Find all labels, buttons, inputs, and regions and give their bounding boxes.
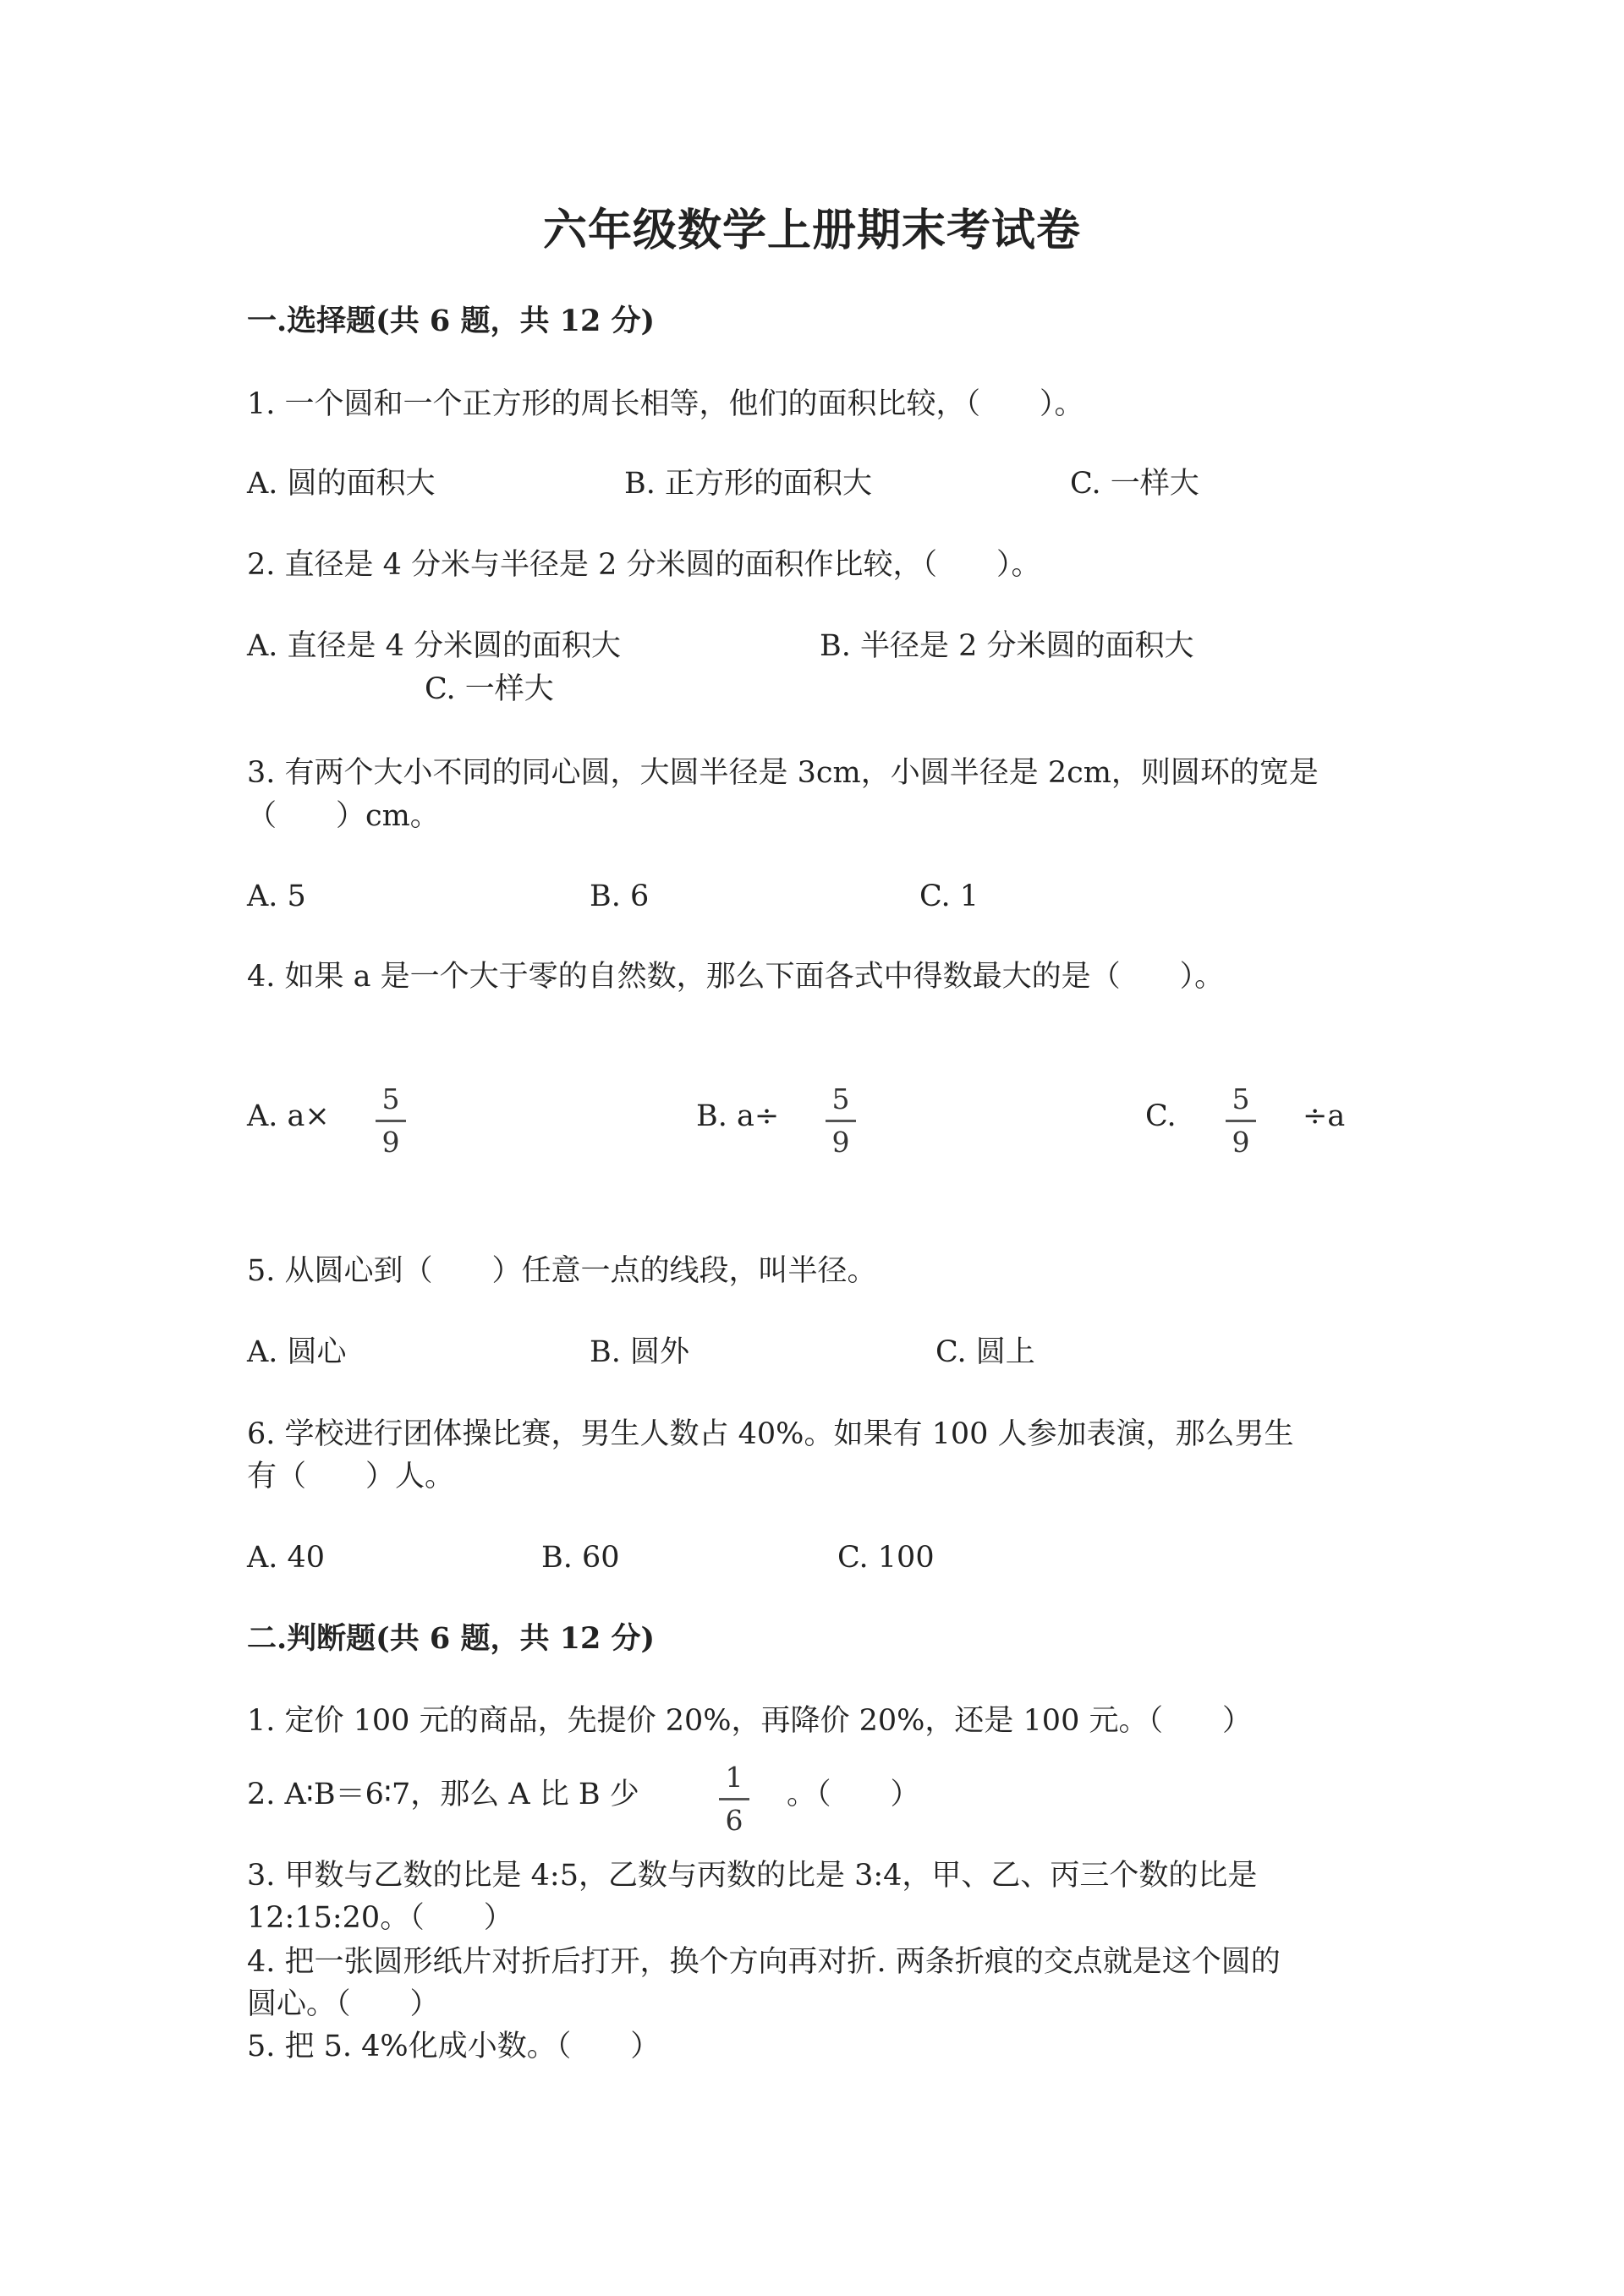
question-1-option-a: A. 圆的面积大 [247, 467, 436, 501]
judgement-3-line1: 3. 甲数与乙数的比是 4:5，乙数与丙数的比是 3:4，甲、乙、丙三个数的比是 [247, 1859, 1258, 1893]
question-4-option-b: B. a÷ [696, 1099, 780, 1133]
fraction-bar [376, 1120, 406, 1122]
question-1-stem: 1. 一个圆和一个正方形的周长相等，他们的面积比较，（ ）。 [247, 387, 1084, 421]
fraction-numerator: 1 [725, 1761, 743, 1794]
fraction-denominator: 9 [831, 1126, 850, 1159]
judgement-2-suffix: 。（ ） [787, 1778, 920, 1811]
fraction-denominator: 9 [381, 1126, 400, 1159]
judgement-4-line2: 圆心。（ ） [247, 1987, 440, 2021]
question-3-option-c: C. 1 [919, 879, 979, 913]
fraction-bar [719, 1798, 749, 1800]
question-4-option-b-fraction [822, 1084, 859, 1158]
question-2-option-b: B. 半径是 2 分米圆的面积大 [820, 629, 1194, 663]
fraction-numerator: 5 [831, 1082, 850, 1115]
question-6-option-c: C. 100 [837, 1541, 935, 1575]
fraction-numerator: 5 [381, 1082, 400, 1115]
fraction-bar [826, 1120, 856, 1122]
judgement-2-prefix: 2. A∶B＝6∶7，那么 A 比 B 少 [247, 1778, 639, 1811]
question-6-stem-line1: 6. 学校进行团体操比赛，男生人数占 40%。如果有 100 人参加表演，那么男生 [247, 1417, 1294, 1451]
question-3-option-b: B. 6 [590, 879, 650, 913]
question-4-option-a: A. a× [247, 1099, 330, 1133]
fraction-numerator: 5 [1232, 1082, 1250, 1115]
section-heading-choice: 一.选择题(共 6 题，共 12 分) [247, 304, 656, 338]
fraction-denominator: 9 [1232, 1126, 1250, 1159]
question-2-option-a: A. 直径是 4 分米圆的面积大 [247, 629, 622, 663]
question-5-option-b: B. 圆外 [590, 1335, 689, 1369]
judgement-3-line2: 12:15:20。（ ） [247, 1901, 513, 1935]
question-6-option-b: B. 60 [541, 1541, 620, 1575]
question-6-option-a: A. 40 [247, 1541, 326, 1575]
question-4-option-c-suffix: ÷a [1303, 1099, 1346, 1133]
question-4-option-c: C. [1145, 1099, 1177, 1133]
question-5-option-c: C. 圆上 [935, 1335, 1035, 1369]
question-4-option-c-fraction [1222, 1084, 1259, 1158]
question-3-option-a: A. 5 [247, 879, 306, 913]
question-5-stem: 5. 从圆心到（ ）任意一点的线段，叫半径。 [247, 1254, 877, 1288]
question-4-stem: 4. 如果 a 是一个大于零的自然数，那么下面各式中得数最大的是（ ）。 [247, 960, 1225, 994]
question-2-option-c: C. 一样大 [425, 672, 554, 706]
section-heading-judgement: 二.判断题(共 6 题，共 12 分) [247, 1621, 656, 1656]
judgement-1: 1. 定价 100 元的商品，先提价 20%，再降价 20%，还是 100 元。（ ） [247, 1704, 1252, 1738]
question-1-option-b: B. 正方形的面积大 [624, 467, 872, 501]
question-3-stem-line1: 3. 有两个大小不同的同心圆，大圆半径是 3cm，小圆半径是 2cm，则圆环的宽是 [247, 756, 1319, 790]
question-3-stem-line2: （ ）cm。 [247, 799, 440, 833]
fraction-bar [1226, 1120, 1256, 1122]
judgement-4-line1: 4. 把一张圆形纸片对折后打开，换个方向再对折. 两条折痕的交点就是这个圆的 [247, 1945, 1281, 1979]
question-2-stem: 2. 直径是 4 分米与半径是 2 分米圆的面积作比较，（ ）。 [247, 548, 1041, 582]
judgement-2-fraction [716, 1762, 753, 1836]
question-1-option-c: C. 一样大 [1070, 467, 1199, 501]
question-4-option-a-fraction [372, 1084, 409, 1158]
judgement-5: 5. 把 5. 4%化成小数。（ ） [247, 2030, 661, 2063]
page-title: 六年级数学上册期末考试卷 [542, 205, 1081, 256]
question-5-option-a: A. 圆心 [247, 1335, 347, 1369]
fraction-denominator: 6 [725, 1804, 743, 1837]
question-6-stem-line2: 有（ ）人。 [247, 1460, 455, 1493]
